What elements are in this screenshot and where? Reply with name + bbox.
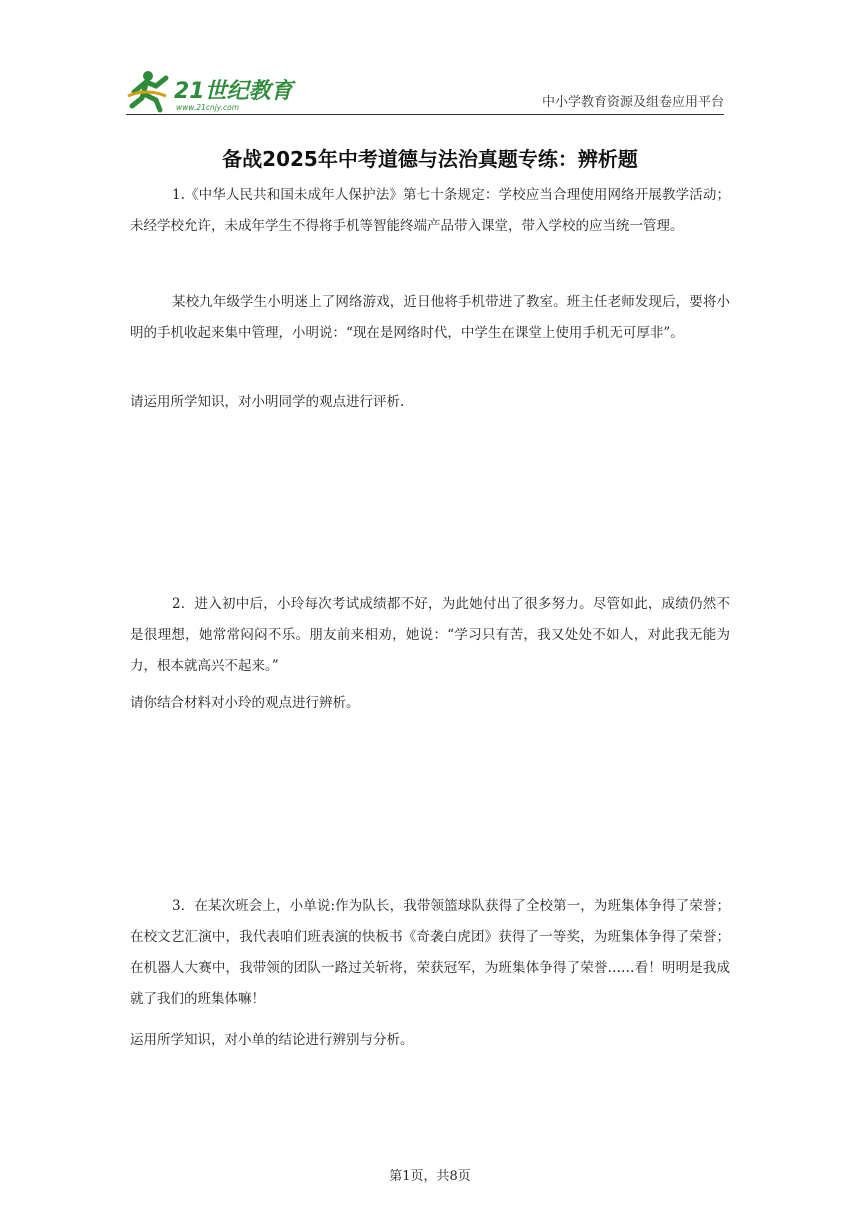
page-title: 备战2025年中考道德与法治真题专练：辨析题 xyxy=(222,147,638,171)
q1-paragraph-1: 1.《中华人民共和国未成年人保护法》第七十条规定：学校应当合理使用网络开展教学活动；未经学校允许，未成年学生不得将手机等智能终端产品带入课堂，带入学校的应当统一管理。 xyxy=(130,187,730,234)
platform-name: 中小学教育资源及组卷应用平台 xyxy=(541,95,724,110)
logo-url: www.21cnjy.com xyxy=(176,103,240,112)
q2-paragraph-1: 2．进入初中后，小玲每次考试成绩都不好，为此她付出了很多努力。尽管如此，成绩仍然不是很理想，她常常闷闷不乐。朋友前来相劝，她说：“学习只有苦，我又处处不如人，对此我无能为力，根本就高兴不起来。” xyxy=(130,596,730,674)
page-number: 第1页，共8页 xyxy=(389,1169,471,1184)
q3-prompt: 运用所学知识，对小单的结论进行辨别与分析。 xyxy=(130,1032,414,1048)
21cnjy-logo xyxy=(126,66,296,114)
logo-text: 21世纪教育 xyxy=(174,79,293,104)
q1-paragraph-2: 某校九年级学生小明迷上了网络游戏，近日他将手机带进了教室。班主任老师发现后，要将小明的手机收起来集中管理，小明说：“现在是网络时代，中学生在课堂上使用手机无可厚非”。 xyxy=(130,294,730,341)
runner-icon xyxy=(128,71,166,110)
q2-prompt: 请你结合材料对小玲的观点进行辨析。 xyxy=(130,695,360,711)
page-header xyxy=(126,66,724,115)
q1-prompt: 请运用所学知识，对小明同学的观点进行评析. xyxy=(130,394,405,410)
q3-paragraph-1: 3．在某次班会上，小单说:作为队长，我带领篮球队获得了全校第一，为班集体争得了荣誉；在校文艺汇演中，我代表咱们班表演的快板书《奇袭白虎团》获得了一等奖，为班集体争得了荣誉；在机器人大赛中，我带领的团队一路过关斩将，荣获冠军，为班集体争得了荣誉……看！明明是我成就了我们的班集体嘛！ xyxy=(130,898,730,1007)
